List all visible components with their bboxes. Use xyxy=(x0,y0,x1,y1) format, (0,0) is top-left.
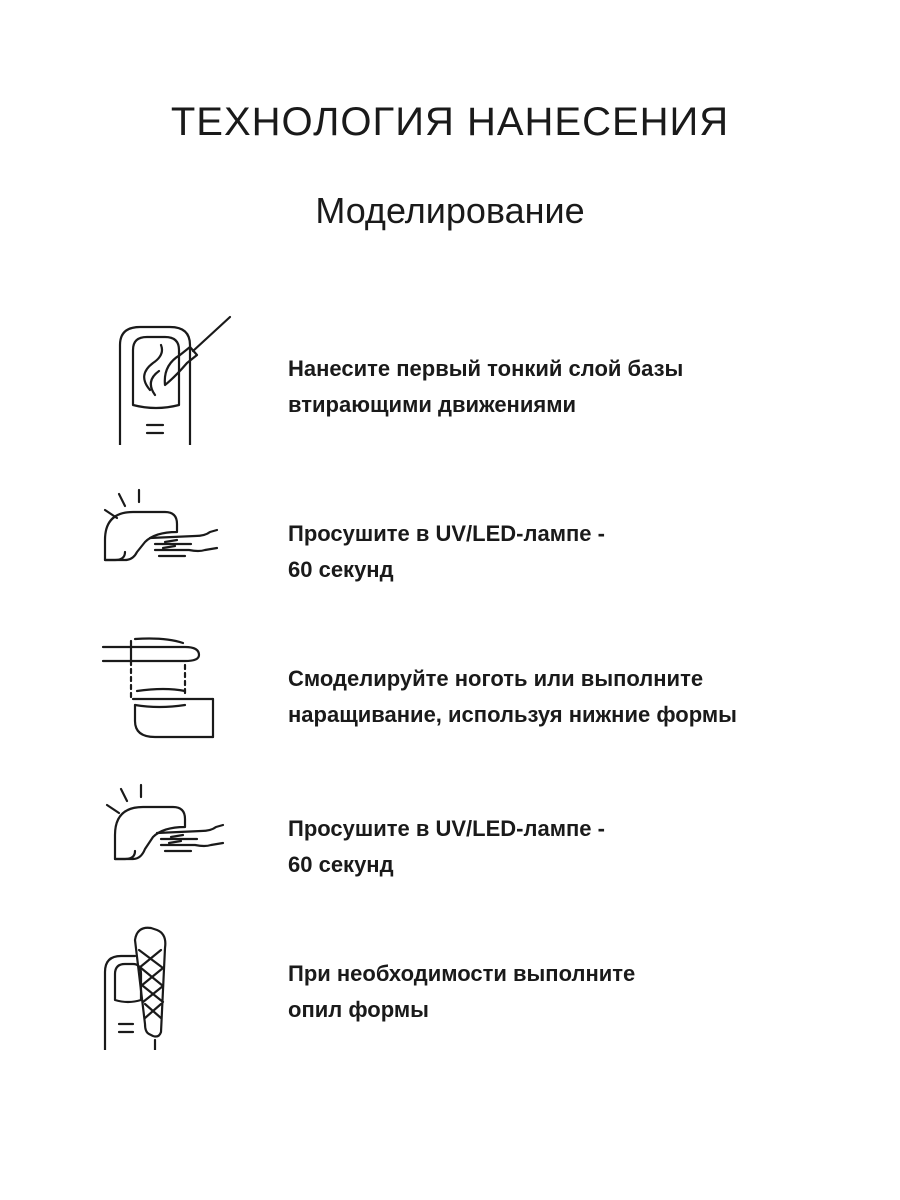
brush-nail-icon xyxy=(95,315,245,445)
step-1-text xyxy=(288,351,848,423)
page-title: ТЕХНОЛОГИЯ НАНЕСЕНИЯ xyxy=(170,100,730,144)
step-4-line-2: 60 секунд xyxy=(288,852,394,877)
step-5-text xyxy=(288,956,848,1028)
uv-lamp-hand-icon xyxy=(95,775,245,905)
step-3-text xyxy=(288,661,848,733)
step-3-line-2: наращивание, используя нижние формы xyxy=(288,702,737,727)
step-4 xyxy=(0,775,900,905)
page-subtitle: Моделирование xyxy=(315,190,585,231)
step-4-text xyxy=(288,811,848,883)
step-3 xyxy=(0,625,900,755)
step-1-line-1: Нанесите первый тонкий слой базы xyxy=(288,356,684,381)
step-5-line-2: опил формы xyxy=(288,997,429,1022)
nail-form-icon xyxy=(95,625,245,755)
nail-file-icon xyxy=(95,920,245,1050)
step-2-text xyxy=(288,516,848,588)
step-5 xyxy=(0,920,900,1050)
step-3-line-1: Смоделируйте ноготь или выполните xyxy=(288,666,704,691)
step-2 xyxy=(0,480,900,610)
step-1-line-2: втирающими движениями xyxy=(288,392,576,417)
step-1 xyxy=(0,315,900,445)
step-2-line-2: 60 секунд xyxy=(288,557,394,582)
step-4-line-1: Просушите в UV/LED-лампе - xyxy=(288,816,605,841)
step-5-line-1: При необходимости выполните xyxy=(288,961,636,986)
step-2-line-1: Просушите в UV/LED-лампе - xyxy=(288,521,605,546)
uv-lamp-hand-icon xyxy=(95,480,245,610)
